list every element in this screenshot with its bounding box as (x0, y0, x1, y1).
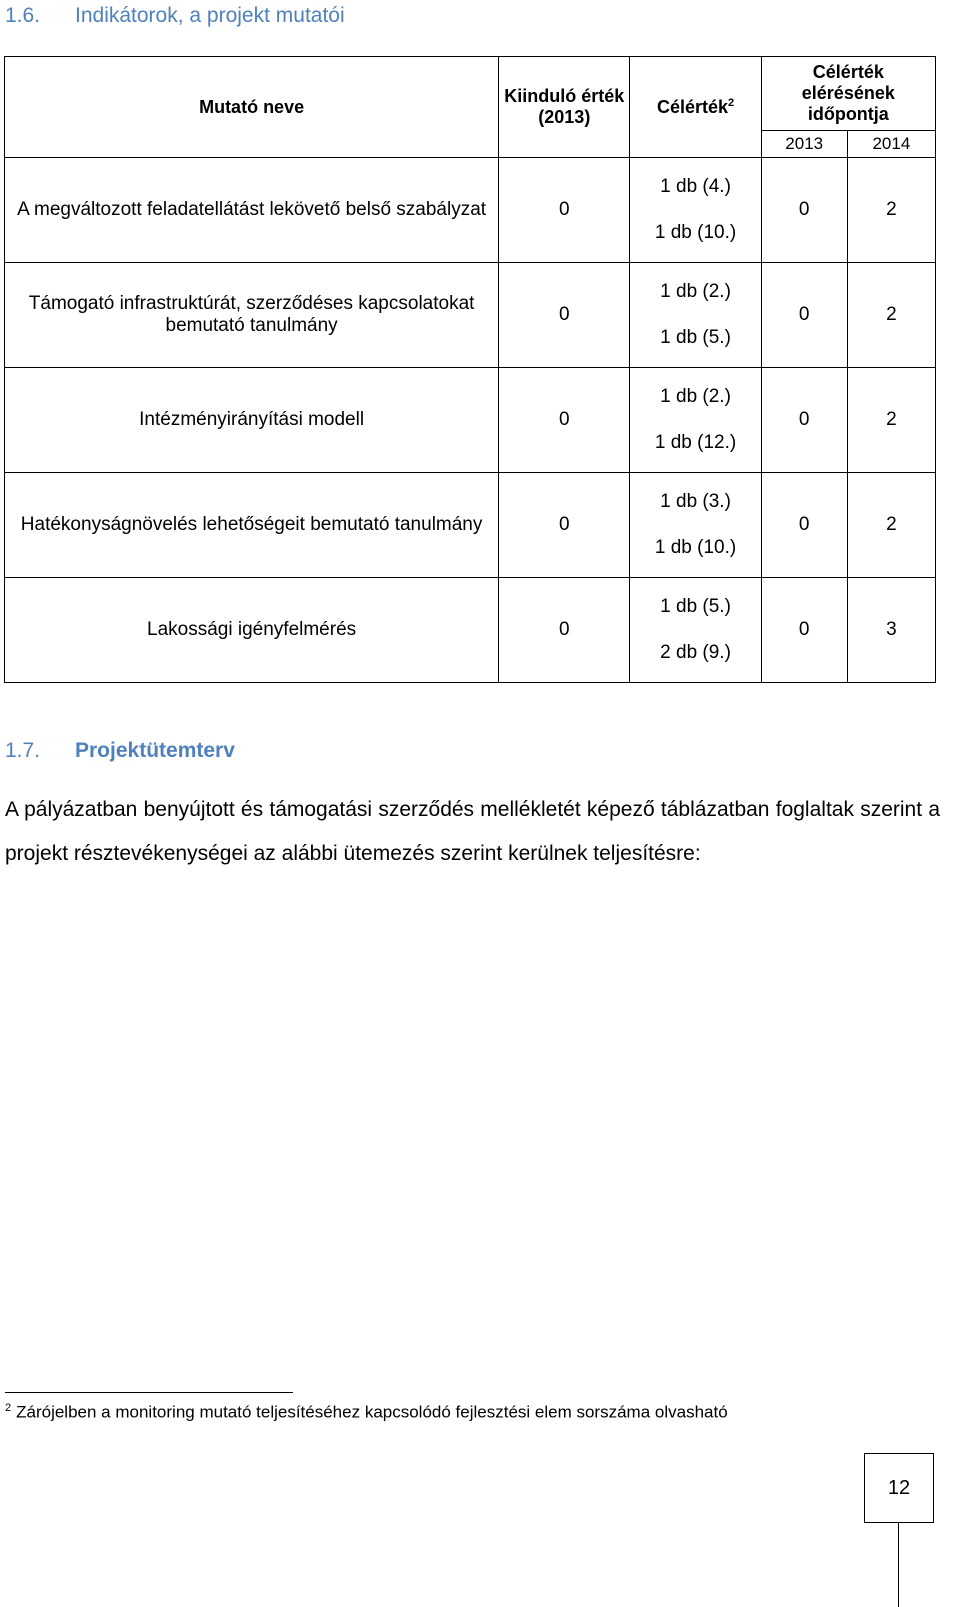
target-value-2: 1 db (10.) (654, 222, 737, 243)
indicator-table (4, 56, 936, 683)
body-paragraph: A pályázatban benyújtott és támogatási szerződés mellékletét képező táblázatban foglaltak szerint a projekt résztevékenységei az alábbi ütemezés szerint kerülnek teljesítésre: (5, 798, 940, 865)
page-number: 12 (887, 1476, 911, 1499)
value-2014: 2 (847, 368, 935, 473)
table-row (5, 263, 936, 368)
section-number: 1.7. (5, 739, 41, 762)
baseline-value: 0 (499, 368, 630, 473)
footnote (5, 1402, 728, 1423)
value-2013: 0 (761, 473, 847, 578)
target-value-1: 1 db (3.) (660, 491, 731, 512)
value-2013: 0 (761, 368, 847, 473)
baseline-value: 0 (499, 578, 630, 683)
section-title: Indikátorok, a projekt mutatói (75, 4, 345, 27)
indicator-name: Intézményirányítási modell (5, 368, 499, 473)
value-2014: 2 (847, 473, 935, 578)
baseline-value: 0 (499, 158, 630, 263)
header-year-2013: 2013 (761, 131, 847, 158)
value-2013: 0 (761, 158, 847, 263)
value-2013: 0 (761, 263, 847, 368)
footnote-marker: 2 (5, 1402, 12, 1414)
value-2014: 2 (847, 158, 935, 263)
table-row (5, 578, 936, 683)
footnote-text: Zárójelben a monitoring mutató teljesítéséhez kapcsolódó fejlesztési elem sorszáma olvasható (16, 1402, 728, 1422)
section-heading-1-6 (5, 4, 345, 28)
target-value (630, 263, 761, 368)
header-baseline: Kiinduló érték (2013) (499, 57, 630, 158)
baseline-value: 0 (499, 473, 630, 578)
value-2013: 0 (761, 578, 847, 683)
table-row (5, 368, 936, 473)
target-value-1: 1 db (5.) (660, 596, 731, 617)
indicator-name: Hatékonyságnövelés lehetőségeit bemutató tanulmány (5, 473, 499, 578)
header-target-label: Célérték (656, 96, 728, 117)
target-value (630, 473, 761, 578)
section-title: Projektütemterv (75, 739, 235, 762)
target-value (630, 578, 761, 683)
header-target (630, 57, 761, 158)
page-number-line (898, 1523, 899, 1607)
target-value-2: 2 db (9.) (660, 642, 731, 663)
footnote-separator (5, 1392, 293, 1393)
target-value-1: 1 db (4.) (660, 176, 731, 197)
value-2014: 3 (847, 578, 935, 683)
indicator-name: Támogató infrastruktúrát, szerződéses kapcsolatokat bemutató tanulmány (5, 263, 499, 368)
target-value-2: 1 db (5.) (660, 327, 731, 348)
indicator-name: A megváltozott feladatellátást lekövető belső szabályzat (5, 158, 499, 263)
table-row (5, 473, 936, 578)
target-value-2: 1 db (10.) (654, 537, 737, 558)
footnote-ref: 2 (728, 96, 735, 109)
target-value-1: 1 db (2.) (660, 281, 731, 302)
indicator-name: Lakossági igényfelmérés (5, 578, 499, 683)
target-value-2: 1 db (12.) (654, 432, 737, 453)
target-value (630, 368, 761, 473)
header-indicator-name: Mutató neve (5, 57, 499, 158)
header-deadline: Célérték elérésének időpontja (761, 57, 935, 131)
value-2014: 2 (847, 263, 935, 368)
header-year-2014: 2014 (847, 131, 935, 158)
table-row (5, 158, 936, 263)
section-heading-1-7 (5, 739, 235, 763)
target-value (630, 158, 761, 263)
section-number: 1.6. (5, 4, 41, 27)
baseline-value: 0 (499, 263, 630, 368)
page-number-box (864, 1453, 934, 1523)
target-value-1: 1 db (2.) (660, 386, 731, 407)
